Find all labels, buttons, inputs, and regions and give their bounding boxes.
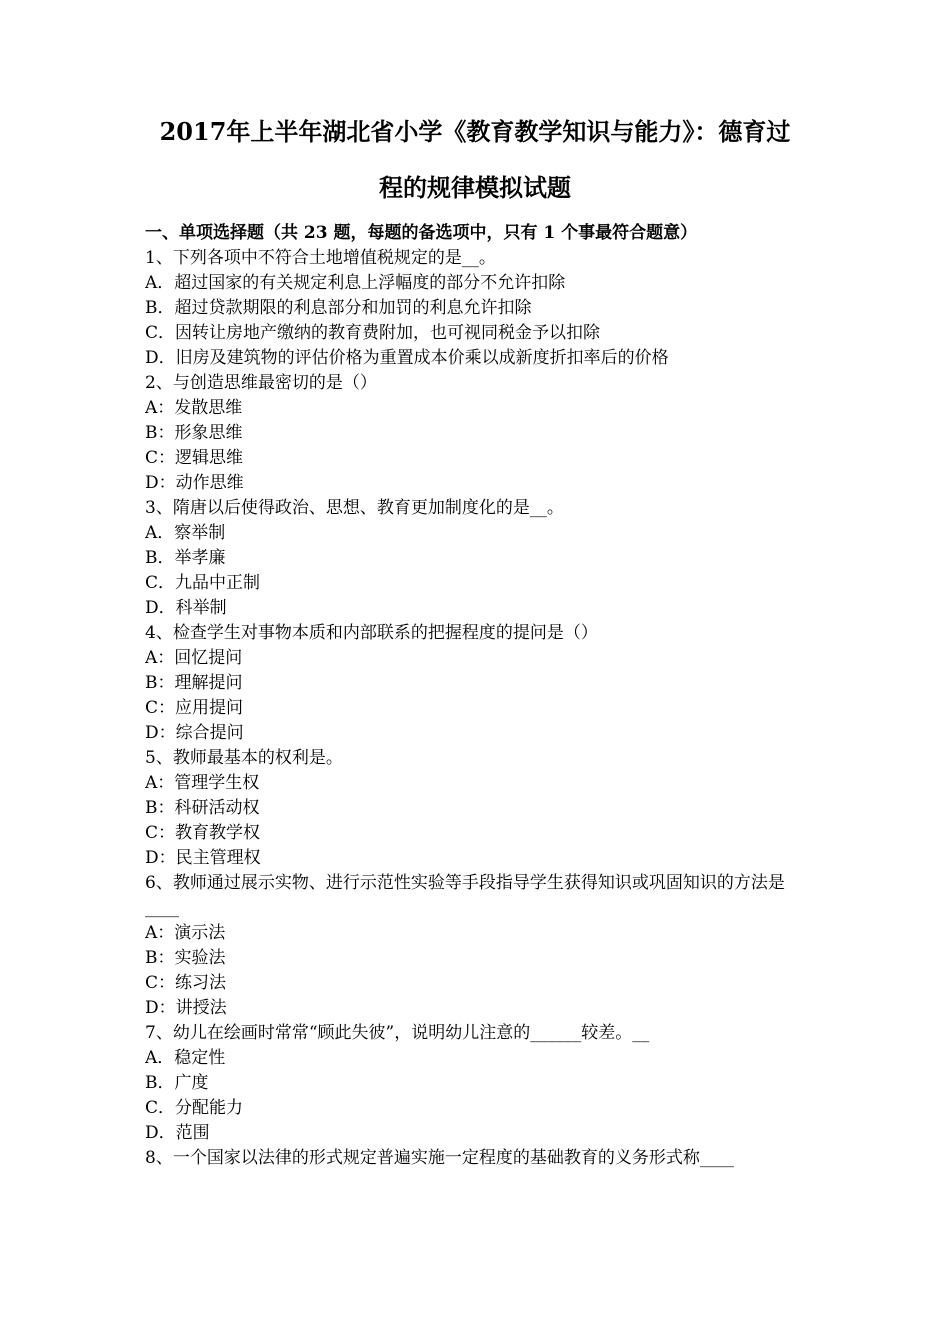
question-6-option-b: B：实验法 — [145, 948, 226, 968]
section-heading: 一、单项选择题（共 23 题，每题的备选项中，只有 1 个事最符合题意） — [145, 223, 698, 243]
question-stem-6: 6、教师通过展示实物、进行示范性实验等手段指导学生获得知识或巩固知识的方法是____ — [145, 873, 785, 918]
question-1-option-a: A．超过国家的有关规定利息上浮幅度的部分不允许扣除 — [145, 273, 566, 293]
question-3-option-a: A．察举制 — [145, 523, 226, 543]
question-2-option-b: B：形象思维 — [145, 423, 243, 443]
question-7-option-c: C．分配能力 — [145, 1098, 244, 1118]
question-3-option-d: D．科举制 — [145, 598, 227, 618]
question-6-option-d: D：讲授法 — [145, 998, 227, 1018]
question-6-option-a: A：演示法 — [145, 923, 226, 943]
document-title-line-1: 2017年上半年湖北省小学《教育教学知识与能力》：德育过 — [159, 117, 791, 146]
question-7-option-b: B．广度 — [145, 1073, 209, 1093]
question-stem-4: 4、检查学生对事物本质和内部联系的把握程度的提问是（） — [145, 623, 598, 643]
question-2-option-d: D：动作思维 — [145, 473, 244, 493]
question-stem-1: 1、下列各项中不符合土地增值税规定的是__。 — [145, 248, 496, 268]
document-title-line-2: 程的规律模拟试题 — [379, 173, 571, 202]
question-5-option-c: C：教育教学权 — [145, 823, 261, 843]
question-1-option-c: C．因转让房地产缴纳的教育费附加，也可视同税金予以扣除 — [145, 323, 601, 343]
question-7-option-a: A．稳定性 — [145, 1048, 226, 1068]
question-stem-5: 5、教师最基本的权利是。 — [145, 748, 343, 768]
question-3-option-c: C．九品中正制 — [145, 573, 261, 593]
question-5-option-d: D：民主管理权 — [145, 848, 261, 868]
document-content — [145, 221, 815, 1171]
question-4-option-d: D：综合提问 — [145, 723, 244, 743]
question-2-option-a: A：发散思维 — [145, 398, 243, 418]
question-4-option-b: B：理解提问 — [145, 673, 243, 693]
question-4-option-a: A：回忆提问 — [145, 648, 243, 668]
question-4-option-c: C：应用提问 — [145, 698, 244, 718]
question-stem-7: 7、幼儿在绘画时常常“顾此失彼”，说明幼儿注意的______较差。__ — [145, 1023, 650, 1043]
question-2-option-c: C：逻辑思维 — [145, 448, 244, 468]
question-5-option-b: B：科研活动权 — [145, 798, 260, 818]
question-3-option-b: B．举孝廉 — [145, 548, 226, 568]
question-stem-3: 3、隋唐以后使得政治、思想、教育更加制度化的是__。 — [145, 498, 564, 518]
question-stem-2: 2、与创造思维最密切的是（） — [145, 373, 377, 393]
question-1-option-d: D．旧房及建筑物的评估价格为重置成本价乘以成新度折扣率后的价格 — [145, 348, 669, 368]
question-stem-8: 8、一个国家以法律的形式规定普遍实施一定程度的基础教育的义务形式称____ — [145, 1148, 734, 1168]
question-6-option-c: C：练习法 — [145, 973, 227, 993]
question-1-option-b: B．超过贷款期限的利息部分和加罚的利息允许扣除 — [145, 298, 532, 318]
question-7-option-d: D．范围 — [145, 1123, 210, 1143]
question-5-option-a: A：管理学生权 — [145, 773, 260, 793]
